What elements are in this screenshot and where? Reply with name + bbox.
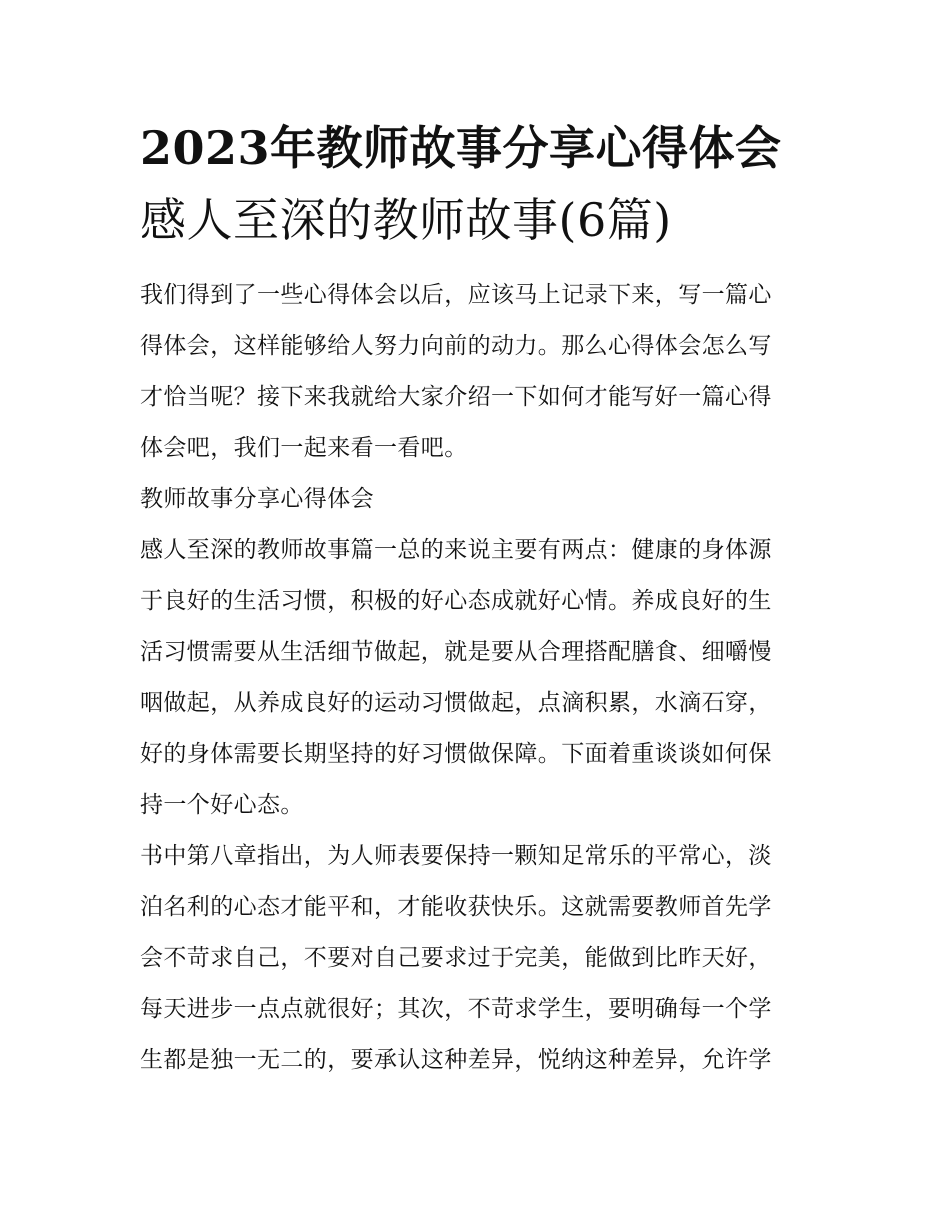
intro-paragraph bbox=[140, 270, 812, 474]
paragraph-line: 感人至深的教师故事篇一总的来说主要有两点：健康的身体源 bbox=[140, 537, 772, 563]
paragraph-line: 咽做起，从养成良好的运动习惯做起，点滴积累，水滴石穿， bbox=[140, 690, 772, 716]
title-line: 2023年教师故事分享心得体会 bbox=[140, 121, 782, 175]
body-paragraph bbox=[140, 831, 812, 1086]
paragraph-line: 书中第八章指出，为人师表要保持一颗知足常乐的平常心，淡 bbox=[140, 843, 772, 869]
body-paragraph bbox=[140, 525, 812, 831]
paragraph-line: 体会吧，我们一起来看一看吧。 bbox=[140, 435, 468, 461]
section-heading bbox=[140, 474, 812, 525]
paragraph-line: 才恰当呢？接下来我就给大家介绍一下如何才能写好一篇心得 bbox=[140, 384, 772, 410]
paragraph-line: 每天进步一点点就很好；其次，不苛求学生，要明确每一个学 bbox=[140, 996, 772, 1022]
paragraph-line: 我们得到了一些心得体会以后，应该马上记录下来，写一篇心 bbox=[140, 282, 772, 308]
paragraph-line: 于良好的生活习惯，积极的好心态成就好心情。养成良好的生 bbox=[140, 588, 772, 614]
document-title bbox=[140, 112, 812, 256]
paragraph-line: 活习惯需要从生活细节做起，就是要从合理搭配膳食、细嚼慢 bbox=[140, 639, 772, 665]
document-content bbox=[140, 112, 812, 1086]
paragraph-line: 教师故事分享心得体会 bbox=[140, 486, 374, 512]
paragraph-line: 生都是独一无二的，要承认这种差异，悦纳这种差异，允许学 bbox=[140, 1047, 772, 1073]
title-line: 感人至深的教师故事(6篇) bbox=[140, 193, 672, 247]
paragraph-line: 好的身体需要长期坚持的好习惯做保障。下面着重谈谈如何保 bbox=[140, 741, 772, 767]
paragraph-line: 会不苛求自己，不要对自己要求过于完美，能做到比昨天好， bbox=[140, 945, 772, 971]
paragraph-line: 泊名利的心态才能平和，才能收获快乐。这就需要教师首先学 bbox=[140, 894, 772, 920]
paragraph-line: 持一个好心态。 bbox=[140, 792, 304, 818]
paragraph-line: 得体会，这样能够给人努力向前的动力。那么心得体会怎么写 bbox=[140, 333, 772, 359]
